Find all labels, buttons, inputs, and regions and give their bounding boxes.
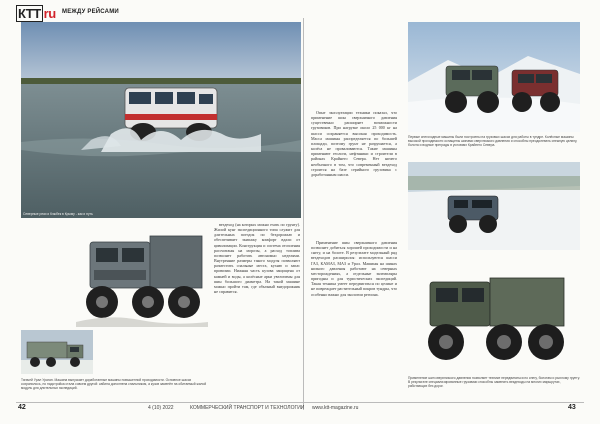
issue-number: 4 (10) 2022: [148, 405, 174, 411]
gutter-divider: [303, 18, 304, 410]
page-number-left: 42: [18, 404, 26, 411]
text-column-c: [311, 240, 397, 400]
photo-trucks-in-snow: [408, 22, 580, 132]
photo-expedition-truck: [21, 330, 93, 374]
page-number-right: 43: [568, 404, 576, 411]
caption-right-top: Первые снегоходные машины были построены на грузовых шасси для работы в тундре. Колёсные машины высокой проходимости оснащены шинами сверхнизкого давления и способны преодолевать снежную целину, болота и водные преграды в условиях Крайнего Севера.: [408, 135, 578, 148]
paragraph: Опыт эксплуатации техники показал, что применение шин сверхнизкого давления существенно расширяет возможности грузовиков. При нагрузке около 25 000 кг на шасси сохраняется высокая проходимость. Масса машины распределяется по большей площади, поэтому грунт не разрушается, а колёса не проваливаются. Такие машины применяют геологи, нефтяники и строители в районах Крайнего Севера. Нет ничего необычного в том, что современный вездеход строится на базе серийного грузовика с доработанным шасси.: [311, 110, 397, 177]
photo-amphibian-in-river: [21, 22, 301, 218]
magazine-logo: [16, 5, 56, 22]
section-title: МЕЖДУ РЕЙСАМИ: [62, 9, 119, 15]
text-column-a: [214, 222, 300, 398]
magazine-website: www.ktt-magazine.ru: [312, 405, 359, 411]
logo-suffix: ru: [43, 6, 56, 21]
photo-ural-truck: [70, 222, 210, 327]
paragraph: Применение шин сверхнизкого давления позволяет добиться хорошей проходимости и на снегу, и на болоте. В результате модельный ряд вездеходов расширился: используются шасси ГАЗ, КАМАЗ, МАЗ и Урал. Машины на шинах низкого давления работают на северных месторождениях, а отдельные экземпляры пригодны и для туристических экспедиций. Такая техника умеет передвигаться по целине и не повреждает растительный покров тундры, что особенно важно для экологии региона.: [311, 240, 397, 297]
caption-top-photo: Северные реки и Кэжбек в Крыму - как и путь: [23, 212, 93, 216]
magazine-name: КОММЕРЧЕСКИЙ ТРАНСПОРТ И ТЕХНОЛОГИИ: [190, 405, 305, 411]
caption-right-bottom: Применение шин сверхнизкого давления позволяет технике передвигаться по снегу, болотам и рыхлому грунту. В результате специализированные грузовики способны заменить вездеходы на многих маршрутах, работающих без дорог.: [408, 376, 580, 389]
photo-snow-vehicle: [408, 162, 580, 250]
caption-bottom-left: Тягачей Урал Ураган. Машина выпускает доработанные машины повышенной проходимости. Основное шасси сохранилось, но надстройка стала совсем другой: кабина дополнена спальником, а кузов заменён на обитаемый жилой модуль для длительных экспедиций.: [21, 378, 207, 391]
logo-mark: КТТ: [18, 6, 41, 21]
photo-heavy-offroad-truck: [408, 260, 580, 372]
paragraph: вездеход (на которых можно ехать по грунту). Жилой кунг экспедиционного типа служит для длительных поездок по бездорожью и обеспечивает экипажу комфорт вдали от цивилизации. Конструкция и система отопления рассчитаны на морозы, а расход топлива позволяет работать автономно неделями. Внутренние размеры такого модуля позволяют разместить спальные места, кухню и запас провизии. Нижняя часть кузова защищена от камней и воды, а колёсные арки увеличены для шин большого диаметра. На такой машине можно пройти там, где обычный внедорожник не справится.: [214, 222, 300, 295]
footer-rule: [16, 402, 584, 403]
